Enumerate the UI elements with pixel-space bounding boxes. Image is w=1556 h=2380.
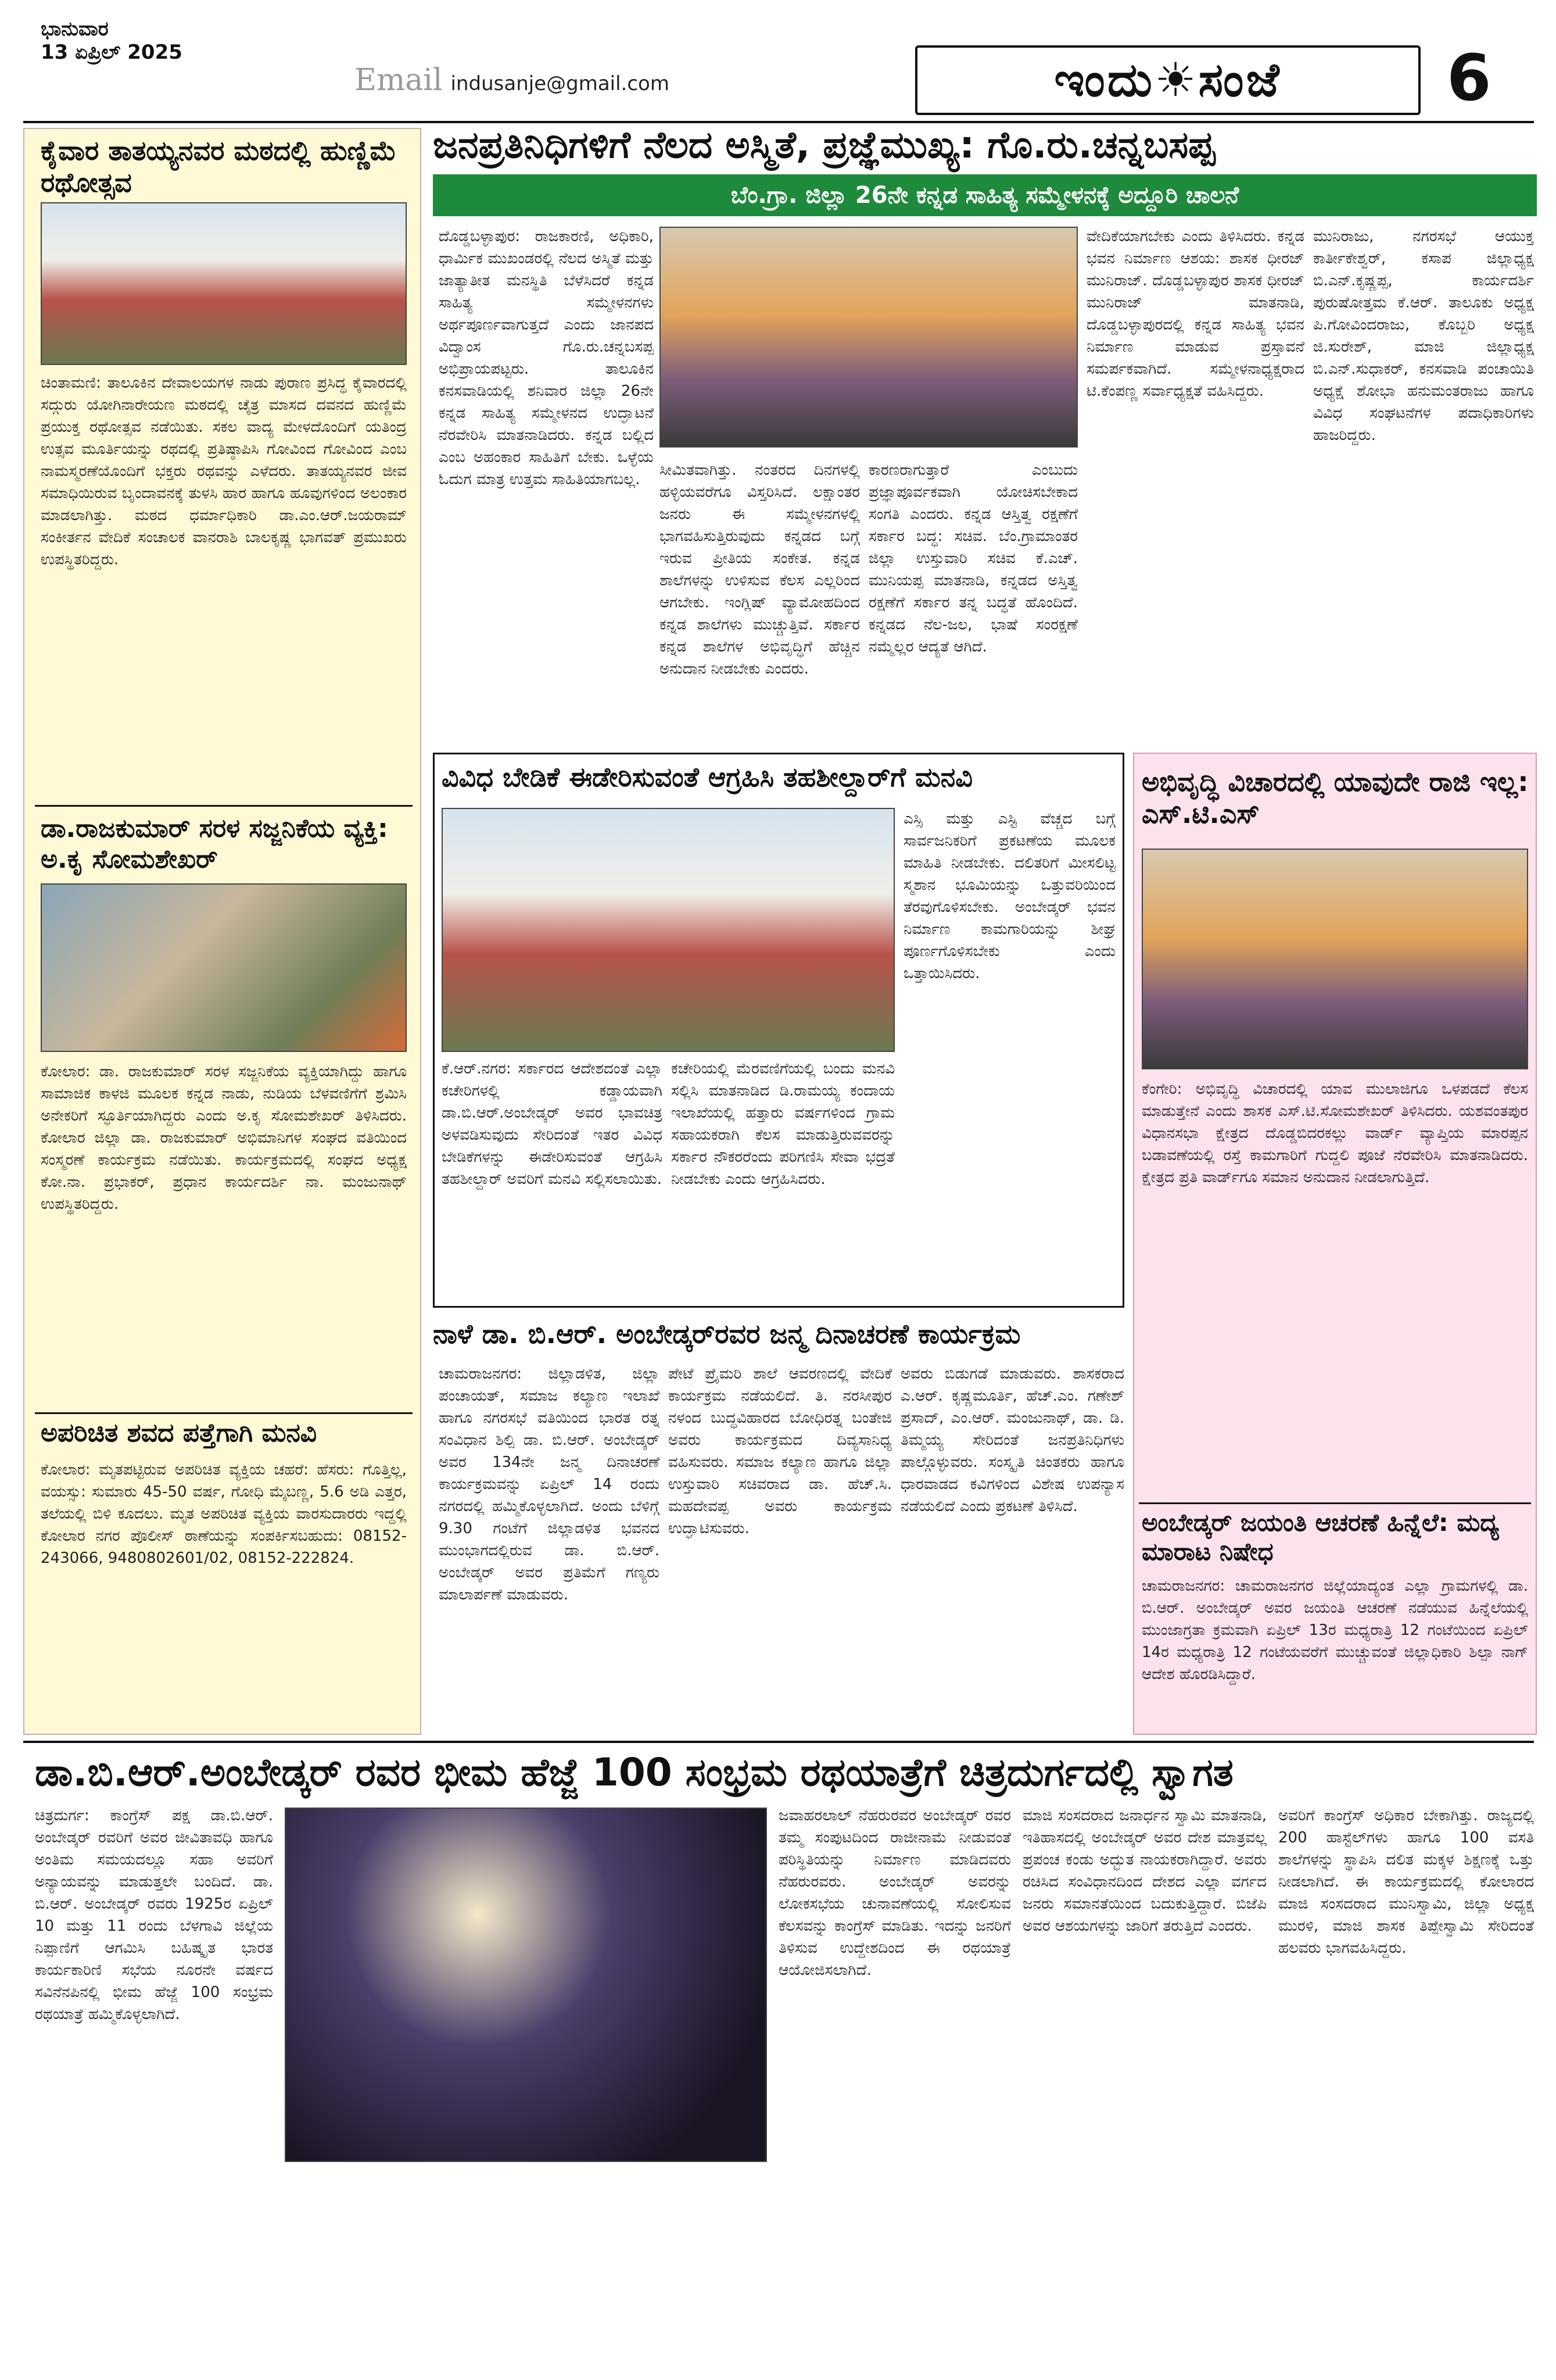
petition-col2: ಕಚೇರಿಯಲ್ಲಿ ಮೆರವಣಿಗೆಯಲ್ಲಿ ಬಂದು ಮನವಿ ಸಲ್ಲಿಸಿ ಮಾತನಾಡಿದ ಡಿ.ರಾಮಯ್ಯ ಕಂದಾಯ ಇಲಾಖೆಯಲ್ಲಿ ಹತ್ತಾರು ವರ್ಷಗಳಿಂದ ಗ್ರಾಮ ಸಹಾಯಕರಾಗಿ ಕೆಲಸ ಮಾಡುತ್ತಿರುವವರನ್ನು ಸರ್ಕಾರ ನೌಕರರೆಂದು ಪರಿಗಣಿಸಿ ಸೇವಾ ಭದ್ರತೆ ನೀಡಬೇಕು ಎಂದು ಆಗ್ರಹಿಸಿದರು. bbox=[671, 1060, 895, 1188]
divider bbox=[1139, 1502, 1531, 1504]
masthead: ಇಂದು☀ಸಂಜೆ bbox=[915, 45, 1421, 115]
photo-rathotsava bbox=[41, 202, 407, 365]
headline-rajkumar: ಡಾ.ರಾಜಕುಮಾರ್ ಸರಳ ಸಜ್ಜನಿಕೆಯ ವ್ಯಕ್ತಿ: ಅ.ಕೃ ಸೋಮಶೇಖರ್ bbox=[41, 814, 388, 874]
rathayatra-col1: ಚಿತ್ರದುರ್ಗ: ಕಾಂಗ್ರೆಸ್ ಪಕ್ಷ ಡಾ.ಬಿ.ಆರ್. ಅಂಬೇಡ್ಕರ್ ರವರಿಗೆ ಅವರ ಜೀವಿತಾವಧಿ ಹಾಗೂ ಅಂತಿಮ ಸಮಯದಲ್ಲೂ ಸಹಾ ಅವರಿಗೆ ಅನ್ಯಾಯವನ್ನು ಮಾಡುತ್ತಲೇ ಬಂದಿದೆ. ಡಾ. ಬಿ.ಆರ್. ಅಂಬೇಡ್ಕರ್ ರವರು 1925ರ ಏಪ್ರಿಲ್ 10 ಮತ್ತು 11 ರಂದು ಬೆಳಗಾವಿ ಜಿಲ್ಲೆಯ ನಿಪ್ಪಾಣಿಗೆ ಆಗಮಿಸಿ ಬಹಿಷ್ಕೃತ ಭಾರತ ಕಾರ್ಯಕಾರಿಣಿ ಸಭೆಯ ನೂರನೇ ವರ್ಷದ ಸವಿನೆನಪಿನಲ್ಲಿ ಭೀಮ ಹೆಜ್ಜೆ 100 ಸಂಭ್ರಮ ರಥಯಾತ್ರೆ ಹಮ್ಮಿಕೊಳ್ಳಲಾಗಿದೆ. bbox=[35, 1807, 273, 2023]
divider bbox=[35, 1412, 413, 1414]
headline-rathayatra: ಡಾ.ಬಿ.ಆರ್.ಅಂಬೇಡ್ಕರ್ ರವರ ಭೀಮ ಹೆಜ್ಜೆ 100 ಸಂಭ್ರಮ ರಥಯಾತ್ರೆಗೆ ಚಿತ್ರದುರ್ಗದಲ್ಲಿ ಸ್ವಾಗತ bbox=[35, 1750, 1234, 1795]
date-label: 13 ಏಪ್ರಿಲ್ 2025 bbox=[41, 41, 182, 64]
photo-rajkumar bbox=[41, 883, 407, 1052]
divider bbox=[35, 805, 413, 807]
email-line bbox=[354, 63, 669, 98]
headline-ambedkar-program: ನಾಳೆ ಡಾ. ಬಿ.ಆರ್. ಅಂಬೇಡ್ಕರ್‌ರವರ ಜನ್ಮ ದಿನಾಚರಣೆ ಕಾರ್ಯಕ್ರಮ bbox=[433, 1318, 1021, 1350]
top-story-col5: ಮುನಿರಾಜು, ನಗರಸಭೆ ಆಯುಕ್ತ ಕಾರ್ತೀಕೇಶ್ವರ್, ಕಸಾಪ ಜಿಲ್ಲಾಧ್ಯಕ್ಷ ಬಿ.ಎನ್.ಕೃಷ್ಣಪ್ಪ, ಕಾರ್ಯದರ್ಶಿ ಪುರುಷೋತ್ತಮ ಕೆ.ಆರ್. ತಾಲೂಕು ಅಧ್ಯಕ್ಷ ಪಿ.ಗೋವಿಂದರಾಜು, ಕೊಬ್ಬರಿ ಅಧ್ಯಕ್ಷ ಜಿ.ಸುರೇಶ್, ಮಾಜಿ ಜಿಲ್ಲಾಧ್ಯಕ್ಷ ಬಿ.ಎನ್.ಸುಧಾಕರ್, ಕನಸವಾಡಿ ಪಂಚಾಯಿತಿ ಅಧ್ಯಕ್ಷೆ ಶೋಭಾ ಹನುಮಂತರಾಜು ಹಾಗೂ ವಿವಿಧ ಸಂಘಟನೆಗಳ ಪದಾಧಿಕಾರಿಗಳು ಹಾಜರಿದ್ದರು. bbox=[1313, 228, 1534, 444]
program-col2: ಪೇಟೆ ಪ್ರೈಮರಿ ಶಾಲೆ ಆವರಣದಲ್ಲಿ ವೇದಿಕೆ ಕಾರ್ಯಕ್ರಮ ನಡೆಯಲಿದೆ. ತಿ. ನರಸೀಪುರ ನಳಂದ ಬುದ್ಧವಿಹಾರದ ಬೋಧಿರತ್ನ ಬಂತೇಜಿ ಅವರು ಕಾರ್ಯಕ್ರಮದ ದಿವ್ಯಸಾನಿಧ್ಯ ವಹಿಸುವರು. ಸಮಾಜ ಕಲ್ಯಾಣ ಹಾಗೂ ಜಿಲ್ಲಾ ಉಸ್ತುವಾರಿ ಸಚಿವರಾದ ಡಾ. ಹೆಚ್.ಸಿ. ಮಹದೇವಪ್ಪ ಅವರು ಕಾರ್ಯಕ್ರಮ ಉದ್ಘಾಟಿಸುವರು. bbox=[668, 1365, 892, 1537]
program-col1: ಚಾಮರಾಜನಗರ: ಜಿಲ್ಲಾಡಳಿತ, ಜಿಲ್ಲಾ ಪಂಚಾಯತ್, ಸಮಾಜ ಕಲ್ಯಾಣ ಇಲಾಖೆ ಹಾಗೂ ನಗರಸಭೆ ವತಿಯಿಂದ ಭಾರತ ರತ್ನ ಸಂವಿಧಾನ ಶಿಲ್ಪಿ ಡಾ. ಬಿ.ಆರ್. ಅಂಬೇಡ್ಕರ್ ಅವರ 134ನೇ ಜನ್ಮ ದಿನಾಚರಣೆ ಕಾರ್ಯಕ್ರಮವನ್ನು ಏಪ್ರಿಲ್ 14 ರಂದು ನಗರದಲ್ಲಿ ಹಮ್ಮಿಕೊಳ್ಳಲಾಗಿದೆ. ಅಂದು ಬೆಳಿಗ್ಗೆ 9.30 ಗಂಟೆಗೆ ಜಿಲ್ಲಾಡಳಿತ ಭವನದ ಮುಂಭಾಗದಲ್ಲಿರುವ ಡಾ. ಬಿ.ಆರ್. ಅಂಬೇಡ್ಕರ್ ಅವರ ಪ್ರತಿಮೆಗೆ ಗಣ್ಯರು ಮಾಲಾರ್ಪಣೆ ಮಾಡುವರು. bbox=[439, 1365, 659, 1604]
rathayatra-col1b bbox=[285, 2171, 767, 2363]
divider bbox=[23, 1741, 1534, 1743]
top-story-col1: ದೊಡ್ಡಬಳ್ಳಾಪುರ: ರಾಜಕಾರಣಿ, ಅಧಿಕಾರಿ, ಧಾರ್ಮಿಕ ಮುಖಂಡರಲ್ಲಿ ನೆಲದ ಅಸ್ಮಿತೆ ಮತ್ತು ಜಾತ್ಯಾತೀತ ಮನಸ್ಥಿತಿ ಬೆಳೆಸಿದರೆ ಕನ್ನಡ ಸಾಹಿತ್ಯ ಸಮ್ಮೇಳನಗಳು ಅರ್ಥಪೂರ್ಣವಾಗುತ್ತದೆ ಎಂದು ಜಾನಪದ ವಿದ್ವಾಂಸ ಗೊ.ರು.ಚನ್ನಬಸಪ್ಪ ಅಭಿಪ್ರಾಯಪಟ್ಟರು. ತಾಲೂಕಿನ ಕನಸವಾಡಿಯಲ್ಲಿ ಶನಿವಾರ ಜಿಲ್ಲಾ 26ನೇ ಕನ್ನಡ ಸಾಹಿತ್ಯ ಸಮ್ಮೇಳನದ ಉದ್ಘಾಟನೆ ನೆರವೇರಿಸಿ ಮಾತನಾಡಿದರು. ಕನ್ನಡ ಬಲ್ಲಿದ ಎಂಬ ಅಹಂಕಾರ ಸಾಹಿತಿಗೆ ಬೇಕು. ಒಳ್ಳೆಯ ಓದುಗ ಮಾತ್ರ ಉತ್ತಮ ಸಾಹಿತಿಯಾಗಬಲ್ಲ. bbox=[439, 228, 654, 488]
top-story-col3: ಕಾರಣರಾಗುತ್ತಾರೆ ಎಂಬುದು ಪ್ರಜ್ಞಾಪೂರ್ವಕವಾಗಿ ಯೋಚಿಸಬೇಕಾದ ಸಂಗತಿ ಎಂದರು. ಕನ್ನಡ ಆಸ್ತಿತ್ವ ರಕ್ಷಣೆಗೆ ಸರ್ಕಾರ ಬದ್ಧ: ಸಚಿವ. ಬೆಂ.ಗ್ರಾಮಾಂತರ ಜಿಲ್ಲಾ ಉಸ್ತುವಾರಿ ಸಚಿವ ಕೆ.ಎಚ್. ಮುನಿಯಪ್ಪ ಮಾತನಾಡಿ, ಕನ್ನಡದ ಅಸ್ತಿತ್ವ ರಕ್ಷಣೆಗೆ ಸರ್ಕಾರ ತನ್ನ ಬದ್ಧತೆ ಹೊಂದಿದೆ. ಕನ್ನಡದ ನೆಲ-ಜಲ, ಭಾಷೆ ಸಂರಕ್ಷಣೆ ನಮ್ಮೆಲ್ಲರ ಆದ್ಯತೆ ಆಗಿದೆ. bbox=[869, 461, 1078, 656]
rathayatra-col3: ಮಾಜಿ ಸಂಸದರಾದ ಜನಾರ್ಧನ ಸ್ವಾಮಿ ಮಾತನಾಡಿ, ಇತಿಹಾಸದಲ್ಲಿ ಅಂಬೇಡ್ಕರ್ ಅವರ ದೇಶ ಮಾತ್ರವಲ್ಲ ಪ್ರಪಂಚ ಕಂಡು ಅದ್ಭುತ ನಾಯಕರಾಗಿದ್ದಾರೆ. ಅವರು ರಚಿಸಿದ ಸಂವಿಧಾನದಿಂದ ದೇಶದ ಎಲ್ಲಾ ವರ್ಗದ ಜನರು ಸಮಾನತೆಯಿಂದ ಬದುಕುತ್ತಿದ್ದಾರೆ. ಬಿಜೆಪಿ ಅವರ ಆಶಯಗಳನ್ನು ಜಾರಿಗೆ ತರುತ್ತಿದೆ ಎಂದರು. bbox=[1023, 1807, 1267, 1935]
headline-liquor-ban: ಅಂಬೇಡ್ಕರ್ ಜಯಂತಿ ಆಚರಣೆ ಹಿನ್ನೆಲೆ: ಮದ್ಯ ಮಾರಾಟ ನಿಷೇಧ bbox=[1142, 1508, 1500, 1566]
banner-sammelana: ಬೆಂ.ಗ್ರಾ. ಜಿಲ್ಲಾ 26ನೇ ಕನ್ನಡ ಸಾಹಿತ್ಯ ಸಮ್ಮೇಳನಕ್ಕೆ ಅದ್ದೂರಿ ಚಾಲನೆ bbox=[433, 174, 1537, 216]
petition-col3: ಎಸ್ಸಿ ಮತ್ತು ಎಸ್ಟಿ ವೆಚ್ಚದ ಬಗ್ಗೆ ಸಾರ್ವಜನಿಕರಿಗೆ ಪ್ರಕಟಣೆಯ ಮೂಲಕ ಮಾಹಿತಿ ನೀಡಬೇಕು. ದಲಿತರಿಗೆ ಮೀಸಲಿಟ್ಟ ಸ್ಮಶಾನ ಭೂಮಿಯನ್ನು ಒತ್ತುವರಿಯಿಂದ ತೆರವುಗೊಳಿಸಬೇಕು. ಅಂಬೇಡ್ಕರ್ ಭವನ ನಿರ್ಮಾಣ ಕಾಮಗಾರಿಯನ್ನು ಶೀಘ್ರ ಪೂರ್ಣಗೊಳಿಸಬೇಕು ಎಂದು ಒತ್ತಾಯಿಸಿದರು. bbox=[904, 810, 1116, 982]
headline-development: ಅಭಿವೃದ್ಧಿ ವಿಚಾರದಲ್ಲಿ ಯಾವುದೇ ರಾಜಿ ಇಲ್ಲ: ಎಸ್.ಟಿ.ಎಸ್ bbox=[1142, 766, 1529, 830]
headline-kaivara: ಕೈವಾರ ತಾತಯ್ಯನವರ ಮಠದಲ್ಲಿ ಹುಣ್ಣಿಮೆ ರಥೋತ್ಸವ bbox=[41, 135, 397, 199]
program-col3: ಅವರು ಬಿಡುಗಡೆ ಮಾಡುವರು. ಶಾಸಕರಾದ ಎ.ಆರ್. ಕೃಷ್ಣಮೂರ್ತಿ, ಹೆಚ್.ಎಂ. ಗಣೇಶ್ ಪ್ರಸಾದ್, ಎಂ.ಆರ್. ಮಂಜುನಾಥ್, ಡಾ. ಡಿ. ತಿಮ್ಮಯ್ಯ ಸೇರಿದಂತೆ ಜನಪ್ರತಿನಿಧಿಗಳು ಪಾಲ್ಗೊಳ್ಳುವರು. ಸಂಸ್ಕೃತಿ ಚಿಂತಕರು ಹಾಗೂ ಧಾರವಾಡದ ಕವಿಗಳಿಂದ ವಿಶೇಷ ಉಪನ್ಯಾಸ ನಡೆಯಲಿದೆ ಎಂದು ಪ್ರಕಟಣೆ ತಿಳಿಸಿದೆ. bbox=[901, 1365, 1124, 1515]
top-story-col4: ವೇದಿಕೆಯಾಗಬೇಕು ಎಂದು ತಿಳಿಸಿದರು. ಕನ್ನಡ ಭವನ ನಿರ್ಮಾಣ ಆಶಯ: ಶಾಸಕ ಧೀರಜ್ ಮುನಿರಾಜ್. ದೊಡ್ಡಬಳ್ಳಾಪುರ ಶಾಸಕ ಧೀರಜ್ ಮುನಿರಾಜ್ ಮಾತನಾಡಿ, ದೊಡ್ಡಬಳ್ಳಾಪುರದಲ್ಲಿ ಕನ್ನಡ ಸಾಹಿತ್ಯ ಭವನ ನಿರ್ಮಾಣ ಮಾಡುವ ಪ್ರಸ್ತಾವನೆ ಸಮರ್ಪಕವಾಗಿದೆ. ಸಮ್ಮೇಳನಾಧ್ಯಕ್ಷರಾದ ಟಿ.ಕೆಂಪಣ್ಣ ಸರ್ವಾಧ್ಯಕ್ಷತೆ ವಹಿಸಿದ್ದರು. bbox=[1087, 228, 1304, 400]
photo-sammelana bbox=[659, 227, 1078, 448]
issue-date bbox=[41, 17, 182, 64]
rathayatra-col4: ಅವರಿಗೆ ಕಾಂಗ್ರೆಸ್ ಅಧಿಕಾರ ಬೇಕಾಗಿತ್ತು. ರಾಜ್ಯದಲ್ಲಿ 200 ಹಾಸ್ಟೆಲ್‌ಗಳು ಹಾಗೂ 100 ವಸತಿ ಶಾಲೆಗಳನ್ನು ಸ್ಥಾಪಿಸಿ ದಲಿತ ಮಕ್ಕಳ ಶಿಕ್ಷಣಕ್ಕೆ ಒತ್ತು ನೀಡಲಾಗಿದೆ. ಈ ಕಾರ್ಯಕ್ರಮದಲ್ಲಿ ಕೋಲಾರದ ಮಾಜಿ ಸಂಸದರಾದ ಮುನಿಸ್ವಾಮಿ, ಜಿಲ್ಲಾ ಅಧ್ಯಕ್ಷ ಮುರಳಿ, ಮಾಜಿ ಶಾಸಕ ತಿಪ್ಪೇಸ್ವಾಮಿ ಸೇರಿದಂತೆ ಹಲವರು ಭಾಗವಹಿಸಿದ್ದರು. bbox=[1278, 1807, 1534, 1957]
rathayatra-col2: ಜವಾಹರಲಾಲ್ ನೆಹರುರವರ ಅಂಬೇಡ್ಕರ್ ರವರ ತಮ್ಮ ಸಂಪುಟದಿಂದ ರಾಜೀನಾಮೆ ನೀಡುವಂತೆ ಪರಿಸ್ಥಿತಿಯನ್ನು ನಿರ್ಮಾಣ ಮಾಡಿದವರು ನೆಹರುರವರು. ಅಂಬೇಡ್ಕರ್ ಅವರನ್ನು ಲೋಕಸಭೆಯ ಚುನಾವಣೆಯಲ್ಲಿ ಸೋಲಿಸುವ ಕೆಲಸವನ್ನು ಕಾಂಗ್ರೆಸ್ ಮಾಡಿತು. ಇದನ್ನು ಜನರಿಗೆ ತಿಳಿಸುವ ಉದ್ದೇಶದಿಂದ ಈ ರಥಯಾತ್ರೆ ಆಯೋಜಿಸಲಾಗಿದೆ. bbox=[779, 1807, 1011, 1979]
petition-col1: ಕೆ.ಆರ್.ನಗರ: ಸರ್ಕಾರದ ಆದೇಶದಂತೆ ಎಲ್ಲಾ ಕಚೇರಿಗಳಲ್ಲಿ ಕಡ್ಡಾಯವಾಗಿ ಡಾ.ಬಿ.ಆರ್.ಅಂಬೇಡ್ಕರ್ ಅವರ ಭಾವಚಿತ್ರ ಅಳವಡಿಸುವುದು ಸೇರಿದಂತೆ ಇತರ ವಿವಿಧ ಬೇಡಿಕೆಗಳನ್ನು ಈಡೇರಿಸುವಂತೆ ಆಗ್ರಹಿಸಿ ತಹಶೀಲ್ದಾರ್ ಅವರಿಗೆ ಮನವಿ ಸಲ್ಲಿಸಲಾಯಿತು. bbox=[442, 1060, 662, 1188]
email-address[interactable]: indusanje@gmail.com bbox=[450, 72, 669, 95]
photo-petition bbox=[442, 808, 895, 1052]
story-unidentified-body: ಕೋಲಾರ: ಮೃತಪಟ್ಟಿರುವ ಅಪರಿಚಿತ ವ್ಯಕ್ತಿಯ ಚಹರೆ: ಹೆಸರು: ಗೊತ್ತಿಲ್ಲ, ವಯಸ್ಸು: ಸುಮಾರು 45-50 ವರ್ಷ, ಗೋಧಿ ಮೈಬಣ್ಣ, 5.6 ಅಡಿ ಎತ್ತರ, ತಲೆಯಲ್ಲಿ ಬಿಳಿ ಕೂದಲು. ಮೃತ ಅಪರಿಚಿತ ವ್ಯಕ್ತಿಯ ವಾರಸುದಾರರು ಇದ್ದಲ್ಲಿ ಕೋಲಾರ ನಗರ ಪೊಲೀಸ್ ಠಾಣೆಯನ್ನು ಸಂಪರ್ಕಿಸಬಹುದು: 08152-243066, 9480802601/02, 08152-222824. bbox=[41, 1461, 407, 1567]
headline-unidentified-body: ಅಪರಿಚಿತ ಶವದ ಪತ್ತೆಗಾಗಿ ಮನವಿ bbox=[41, 1418, 317, 1448]
story-development-body: ಕೆಂಗೇರಿ: ಅಭಿವೃದ್ಧಿ ವಿಚಾರದಲ್ಲಿ ಯಾವ ಮುಲಾಜಿಗೂ ಒಳಪಡದೆ ಕೆಲಸ ಮಾಡುತ್ತೇನೆ ಎಂದು ಶಾಸಕ ಎಸ್.ಟಿ.ಸೋಮಶೇಖರ್ ತಿಳಿಸಿದರು. ಯಶವಂತಪುರ ವಿಧಾನಸಭಾ ಕ್ಷೇತ್ರದ ದೊಡ್ಡಬಿದರಕಲ್ಲು ವಾರ್ಡ್ ವ್ಯಾಪ್ತಿಯ ಮಾರಪ್ಪನ ಬಡಾವಣೆಯಲ್ಲಿ ರಸ್ತೆ ಕಾಮಗಾರಿಗೆ ಗುದ್ದಲಿ ಪೂಜೆ ನೆರವೇರಿಸಿ ಮಾತನಾಡಿದರು. ಕ್ಷೇತ್ರದ ಪ್ರತಿ ವಾರ್ಡ್‌ಗೂ ಸಮಾನ ಅನುದಾನ ನೀಡಲಾಗುತ್ತಿದೆ. bbox=[1142, 1080, 1528, 1186]
story-kaivara-body: ಚಿಂತಾಮಣಿ: ತಾಲೂಕಿನ ದೇವಾಲಯಗಳ ನಾಡು ಪುರಾಣ ಪ್ರಸಿದ್ಧ ಕೈವಾರದಲ್ಲಿ ಸದ್ಗುರು ಯೋಗಿನಾರೇಯಣ ಮಠದಲ್ಲಿ ಚೈತ್ರ ಮಾಸದ ದವನದ ಹುಣ್ಣಿಮೆ ಪ್ರಯುಕ್ತ ರಥೋತ್ಸವ ನಡೆಯಿತು. ಸಕಲ ವಾದ್ಯ ಮೇಳದೊಂದಿಗೆ ಯತಿಂದ್ರ ಉತ್ಸವ ಮೂರ್ತಿಯನ್ನು ರಥದಲ್ಲಿ ಪ್ರತಿಷ್ಠಾಪಿಸಿ ಗೋವಿಂದ ಗೋವಿಂದ ಎಂಬ ನಾಮಸ್ಮರಣೆಯೊಂದಿಗೆ ಭಕ್ತರು ರಥವನ್ನು ಎಳೆದರು. ತಾತಯ್ಯನವರ ಜೀವ ಸಮಾಧಿಯಿರುವ ಬೃಂದಾವನಕ್ಕೆ ತುಳಸಿ ಹಾರ ಹಾಗೂ ಹೂವುಗಳಿಂದ ಅಲಂಕಾರ ಮಾಡಲಾಗಿತ್ತು. ಮಠದ ಧರ್ಮಾಧಿಕಾರಿ ಡಾ.ಎಂ.ಆರ್.ಜಯರಾಮ್ ಸಂಕೀರ್ತನ ವೇದಿಕೆ ಸಂಚಾಲಕ ವಾನರಾಶಿ ಬಾಲಕೃಷ್ಣ ಭಾಗವತ್ ಪ್ರಮುಖರು ಉಪಸ್ಥಿತರಿದ್ದರು. bbox=[41, 374, 407, 568]
email-label: Email bbox=[354, 63, 443, 98]
story-rajkumar-body: ಕೋಲಾರ: ಡಾ. ರಾಜಕುಮಾರ್ ಸರಳ ಸಜ್ಜನಿಕೆಯ ವ್ಯಕ್ತಿಯಾಗಿದ್ದು ಹಾಗೂ ಸಾಮಾಜಿಕ ಕಾಳಜಿ ಮೂಲಕ ಕನ್ನಡ ನಾಡು, ನುಡಿಯ ಬೆಳವಣಿಗೆಗೆ ಶ್ರಮಿಸಿ ಅನೇಕರಿಗೆ ಸ್ಫೂರ್ತಿಯಾಗಿದ್ದರು ಎಂದು ಅ.ಕೃ ಸೋಮಶೇಖರ್ ತಿಳಿಸಿದರು. ಕೋಲಾರ ಜಿಲ್ಲಾ ಡಾ. ರಾಜಕುಮಾರ್ ಅಭಿಮಾನಿಗಳ ಸಂಘದ ವತಿಯಿಂದ ಸಂಸ್ಮರಣೆ ಕಾರ್ಯಕ್ರಮ ನಡೆಯಿತು. ಕಾರ್ಯಕ್ರಮದಲ್ಲಿ ಸಂಘದ ಅಧ್ಯಕ್ಷ ಕೋ.ನಾ. ಪ್ರಭಾಕರ್, ಪ್ರಧಾನ ಕಾರ್ಯದರ್ಶಿ ನಾ. ಮಂಜುನಾಥ್ ಉಪಸ್ಥಿತರಿದ್ದರು. bbox=[41, 1063, 407, 1213]
photo-rathayatra bbox=[285, 1808, 767, 2162]
top-story-col2: ಸೀಮಿತವಾಗಿತ್ತು. ನಂತರದ ದಿನಗಳಲ್ಲಿ ಹಳ್ಳಿಯವರೆಗೂ ವಿಸ್ತರಿಸಿದೆ. ಲಕ್ಷಾಂತರ ಜನರು ಈ ಸಮ್ಮೇಳನಗಳಲ್ಲಿ ಭಾಗವಹಿಸುತ್ತಿರುವುದು ಕನ್ನಡದ ಬಗ್ಗೆ ಇರುವ ಪ್ರೀತಿಯ ಸಂಕೇತ. ಕನ್ನಡ ಶಾಲೆಗಳನ್ನು ಉಳಿಸುವ ಕೆಲಸ ಎಲ್ಲರಿಂದ ಆಗಬೇಕು. ಇಂಗ್ಲಿಷ್ ವ್ಯಾಮೋಹದಿಂದ ಕನ್ನಡ ಶಾಲೆಗಳು ಮುಚ್ಚುತ್ತಿವೆ. ಸರ್ಕಾರ ಕನ್ನಡ ಶಾಲೆಗಳ ಅಭಿವೃದ್ಧಿಗೆ ಹೆಚ್ಚಿನ ಅನುದಾನ ನೀಡಬೇಕು ಎಂದರು. bbox=[659, 461, 860, 678]
story-liquor-ban-body: ಚಾಮರಾಜನಗರ: ಚಾಮರಾಜನಗರ ಜಿಲ್ಲೆಯಾದ್ಯಂತ ಎಲ್ಲಾ ಗ್ರಾಮಗಳಲ್ಲಿ ಡಾ. ಬಿ.ಆರ್. ಅಂಬೇಡ್ಕರ್ ಅವರ ಜಯಂತಿ ಆಚರಣೆ ನಡೆಯುವ ಹಿನ್ನೆಲೆಯಲ್ಲಿ ಮುಂಜಾಗ್ರತಾ ಕ್ರಮವಾಗಿ ಏಪ್ರಿಲ್ 13ರ ಮಧ್ಯರಾತ್ರಿ 12 ಗಂಟೆಯಿಂದ ಏಪ್ರಿಲ್ 14ರ ಮಧ್ಯರಾತ್ರಿ 12 ಗಂಟೆಯವರೆಗೆ ಮುಚ್ಚುವಂತೆ ಜಿಲ್ಲಾಧಿಕಾರಿ ಶಿಲ್ಪಾ ನಾಗ್ ಆದೇಶ ಹೊರಡಿಸಿದ್ದಾರೆ. bbox=[1142, 1577, 1528, 1683]
page-number: 6 bbox=[1447, 41, 1492, 115]
headline-top-story: ಜನಪ್ರತಿನಿಧಿಗಳಿಗೆ ನೆಲದ ಅಸ್ಮಿತೆ, ಪ್ರಜ್ಞೆಮುಖ್ಯ: ಗೊ.ರು.ಚನ್ನಬಸಪ್ಪ bbox=[433, 124, 1216, 167]
photo-development bbox=[1142, 849, 1528, 1069]
day-label: ಭಾನುವಾರ bbox=[41, 17, 109, 41]
headline-petition: ವಿವಿಧ ಬೇಡಿಕೆ ಈಡೇರಿಸುವಂತೆ ಆಗ್ರಹಿಸಿ ತಹಶೀಲ್ದಾರ್‌ಗೆ ಮನವಿ bbox=[442, 761, 973, 793]
